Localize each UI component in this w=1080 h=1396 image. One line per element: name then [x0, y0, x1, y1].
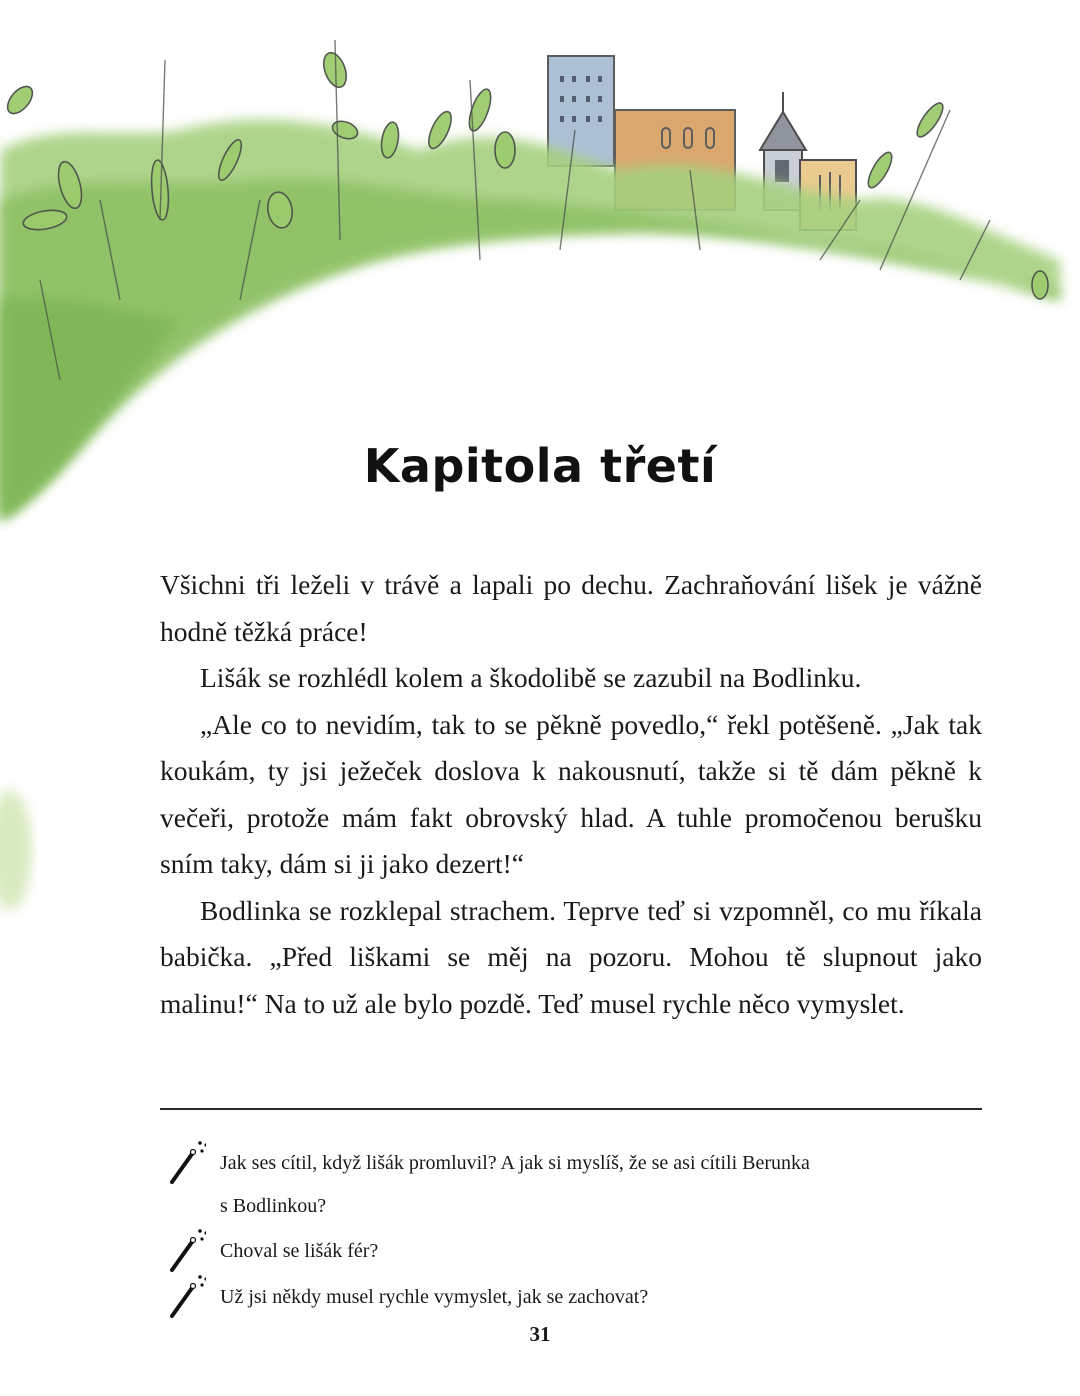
question-item: [166, 1274, 966, 1320]
question-item: [166, 1140, 966, 1228]
page-number: 31: [529, 1322, 551, 1346]
section-divider: [160, 1108, 982, 1110]
chapter-title: Kapitola třetí: [363, 438, 717, 493]
paragraph: Všichni tři leželi v trávě a lapali po dechu. Zachraňování lišek je vážně hodně těžká práce!: [160, 569, 982, 647]
paragraph: Lišák se rozhlédl kolem a škodolibě se zazubil na Bodlinku.: [200, 662, 862, 693]
magic-wand-icon: [166, 1274, 206, 1320]
paragraph: Bodlinka se rozklepal strachem. Teprve teď si vzpomněl, co mu říkala babička. „Před liškami se měj na pozoru. Mohou tě slupnout jako malinu!“ Na to už ale bylo pozdě. Teď musel rychle něco vymyslet.: [160, 894, 982, 1019]
paragraph: „Ale co to nevidím, tak to se pěkně povedlo,“ řekl potěšeně. „Jak tak koukám, ty jsi ježeček doslova k nakousnutí, takže si tě dám pěkně k večeři, protože mám fakt obrovský hlad. A tuhle promočenou berušku sním taky, dám si ji jako dezert!“: [160, 708, 982, 879]
question-text: Už jsi někdy musel rychle vymyslet, jak se zachovat?: [220, 1286, 649, 1308]
story-text: [160, 562, 982, 1027]
question-text: Jak ses cítil, když lišák promluvil? A jak si myslíš, že se asi cítili Berunka: [220, 1152, 810, 1174]
discussion-questions: [166, 1140, 966, 1320]
left-edge-foliage: [0, 780, 60, 920]
question-text-continued: s Bodlinkou?: [220, 1195, 327, 1217]
question-text: Choval se lišák fér?: [220, 1240, 379, 1262]
magic-wand-icon: [166, 1140, 206, 1186]
question-item: [166, 1228, 966, 1274]
magic-wand-icon: [166, 1228, 206, 1274]
